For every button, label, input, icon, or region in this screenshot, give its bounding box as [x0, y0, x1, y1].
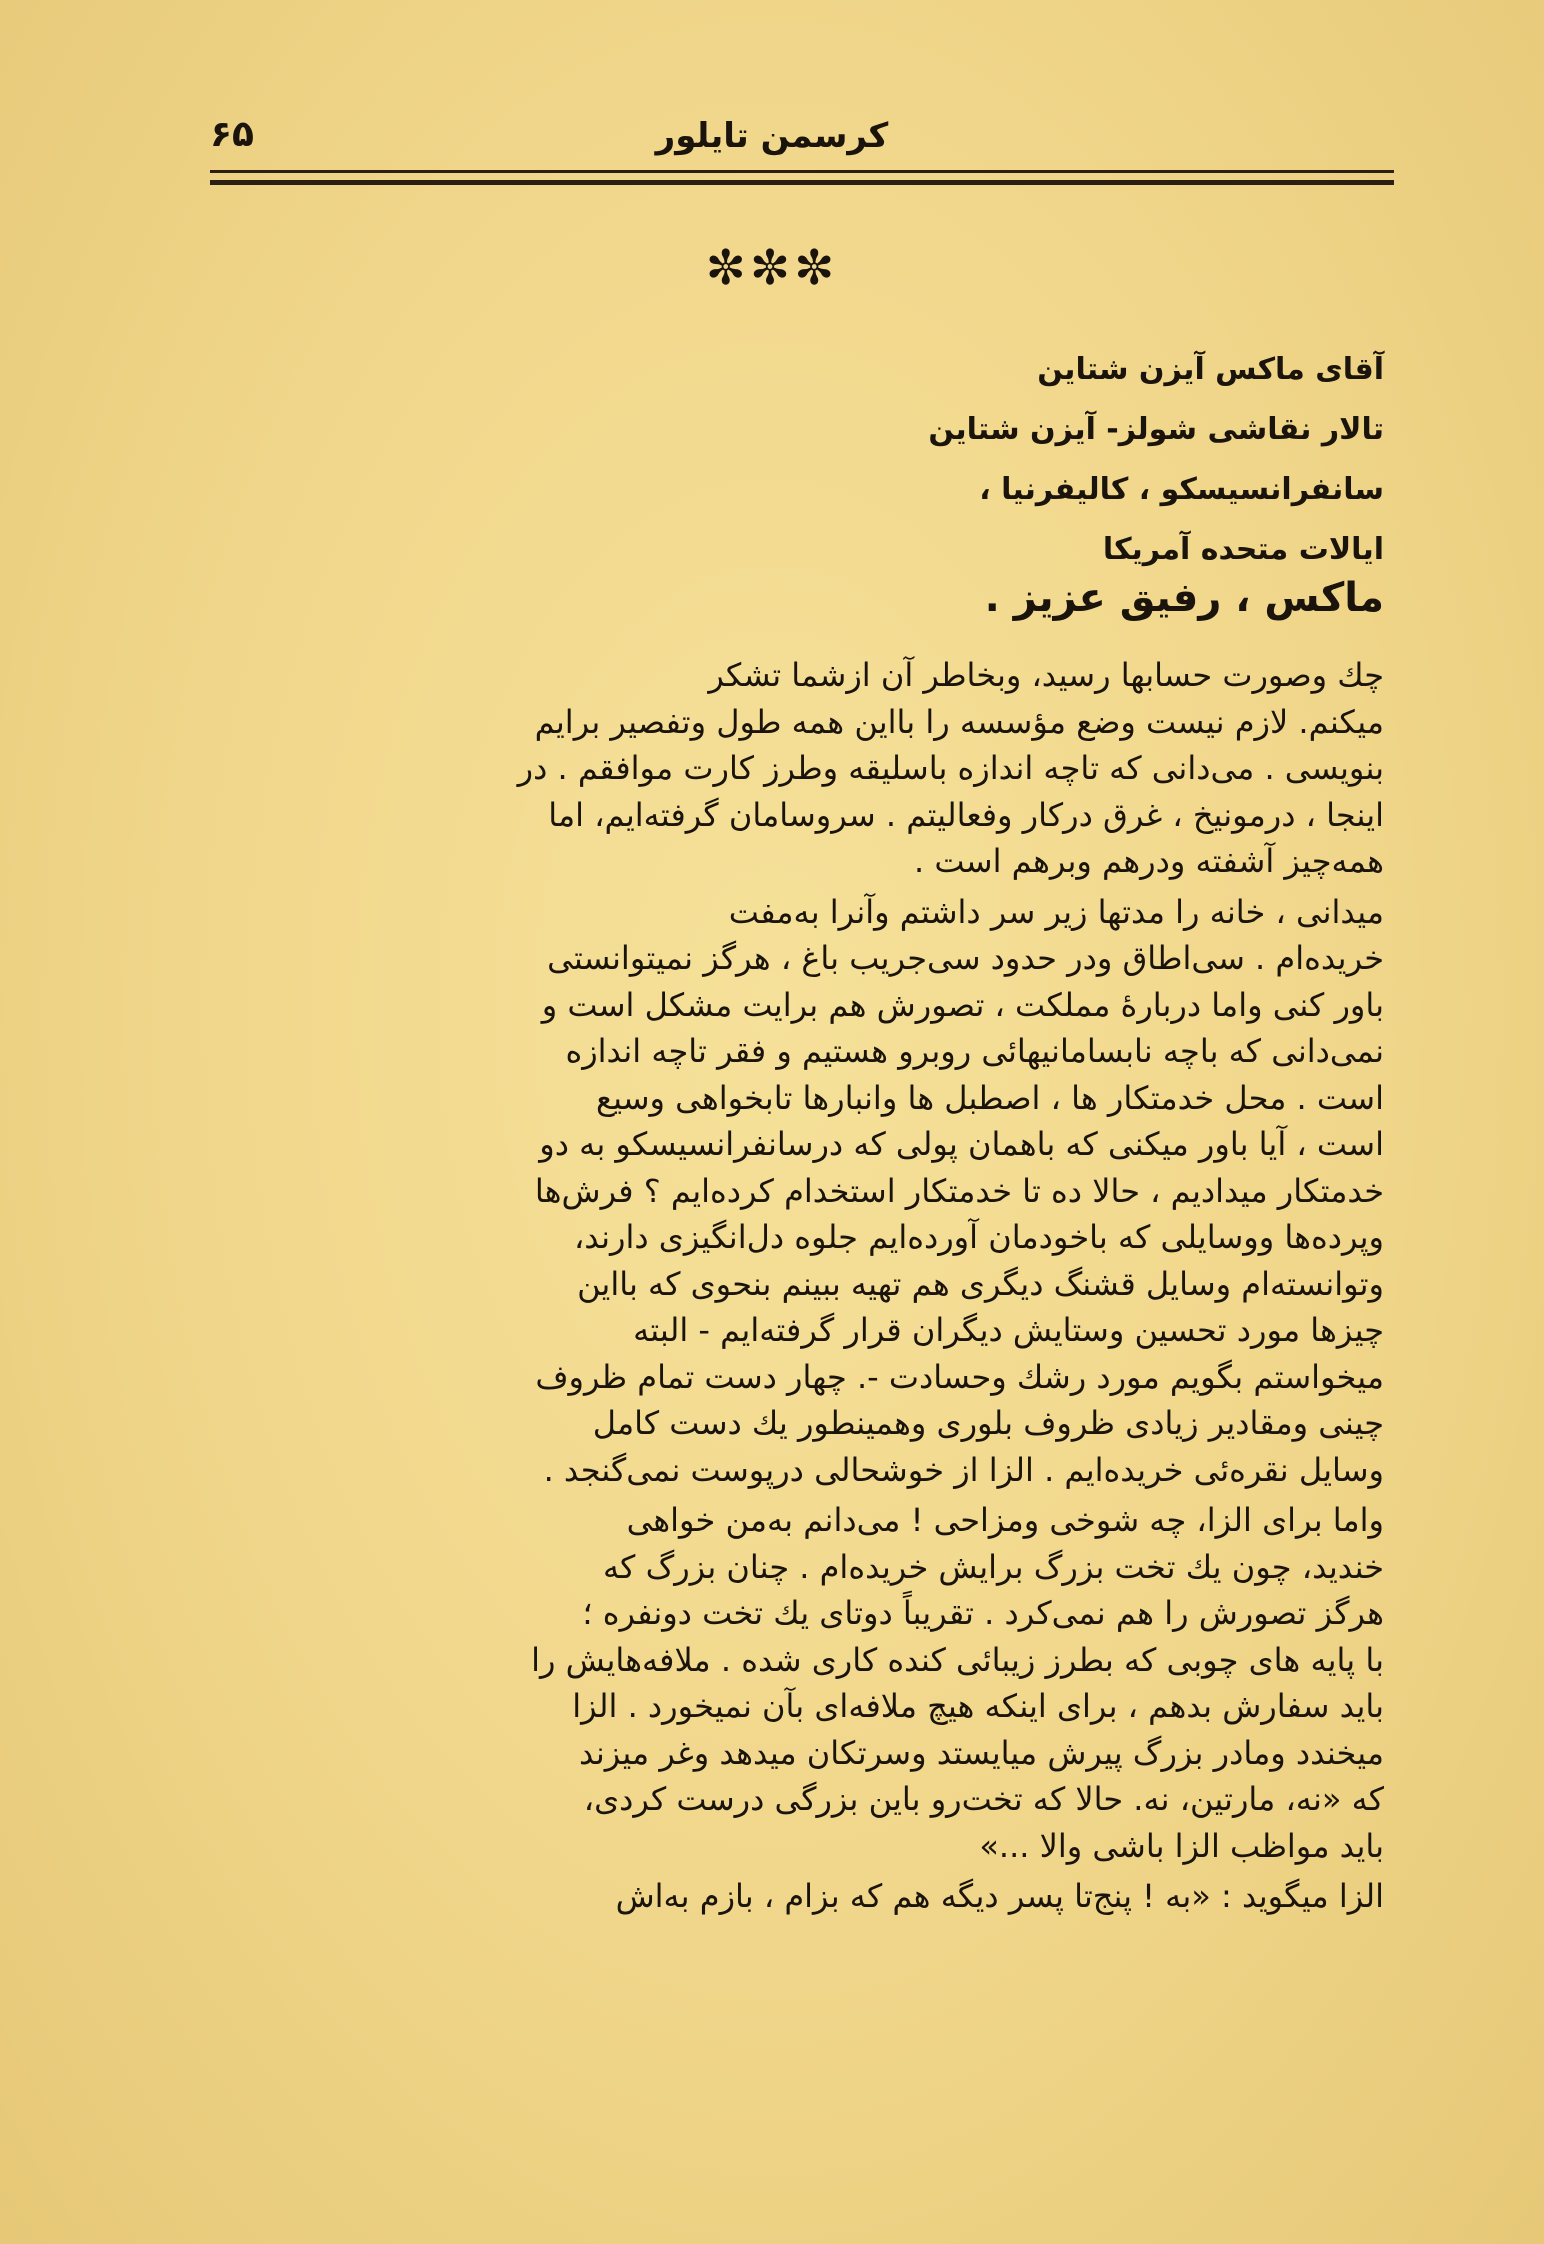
- body-line: چیزها مورد تحسین وستایش دیگران قرار گرفته‌ایم - البته: [633, 1311, 1384, 1349]
- body-line: است ، آیا باور میکنی که باهمان پولی که درسانفرانسیسکو به دو: [539, 1125, 1384, 1163]
- body-line: باید مواظب الزا باشی والا ...»: [979, 1826, 1384, 1865]
- body-line: نمی‌دانی که باچه نابسامانیهائی روبرو هستیم و فقر تاچه اندازه: [565, 1032, 1384, 1070]
- body-line: همه‌چیز آشفته ودرهم وبرهم است .: [914, 842, 1384, 880]
- address-line: تالار نقاشی شولز- آیزن شتاین: [928, 412, 1384, 447]
- body-line: چك وصورت حسابها رسید، وبخاطر آن ازشما تشکر: [708, 656, 1384, 694]
- body-line: بنویسی . می‌دانی که تاچه اندازه باسلیقه وطرز کارت موافقم . در: [517, 749, 1384, 787]
- body-line: الزا میگوید : «به ! پنج‌تا پسر دیگه هم که بزام ، بازم به‌اش: [615, 1877, 1384, 1915]
- section-separator: ✼✼✼: [705, 240, 839, 296]
- letter-salutation: ماکس ، رفیق عزیز .: [984, 575, 1384, 621]
- body-line: وتوانسته‌ام وسایل قشنگ دیگری هم تهیه ببینم بنحوی که بااین: [577, 1264, 1384, 1303]
- header-rule-thin: [210, 170, 1394, 173]
- running-title: کرسمن تایلور: [655, 116, 889, 156]
- body-line: چینی ومقادیر زیادی ظروف بلوری وهمینطور یك دست کامل: [592, 1404, 1384, 1442]
- body-line: که «نه، مارتین، نه. حالا که تخت‌رو باین بزرگی درست کردی،: [583, 1780, 1384, 1818]
- body-line: میخواستم بگویم مورد رشك وحسادت -. چهار دست تمام ظروف: [535, 1357, 1384, 1396]
- address-line: ایالات متحده آمریکا: [1102, 532, 1384, 567]
- letter-address: [384, 340, 1384, 580]
- body-line: خدمتکار میدادیم ، حالا ده تا خدمتکار استخدام کرده‌ایم ؟ فرش‌ها: [534, 1171, 1384, 1210]
- header-rule-thick: [210, 180, 1394, 185]
- address-line: آقای ماکس آیزن شتاین: [1037, 352, 1384, 387]
- body-line: وسایل نقره‌ئی خریده‌ایم . الزا از خوشحالی درپوست نمی‌گنجد .: [543, 1450, 1384, 1489]
- body-line: باور کنی واما دربارهٔ مملکت ، تصورش هم برایت مشکل است و: [541, 985, 1384, 1024]
- letter-body: [174, 652, 1384, 1920]
- running-header: [210, 108, 1334, 168]
- body-line: میکنم. لازم نیست وضع مؤسسه را بااین همه طول وتفصیر برایم: [534, 702, 1384, 741]
- body-line: اینجا ، درمونیخ ، غرق درکار وفعالیتم . سروسامان گرفته‌ایم، اما: [548, 795, 1384, 834]
- body-line: وپرده‌ها ووسایلی که باخودمان آورده‌ایم جلوه دل‌انگیزی دارند،: [573, 1218, 1384, 1256]
- body-line: است . محل خدمتکار ها ، اصطبل ها وانبارها تابخواهی وسیع: [596, 1078, 1384, 1117]
- body-line: میدانی ، خانه را مدتها زیر سر داشتم وآنرا به‌مفت: [728, 892, 1384, 931]
- body-line: خریده‌ام . سی‌اطاق ودر حدود سی‌جریب باغ ، هرگز نمیتوانستی: [547, 939, 1384, 977]
- body-line: خندید، چون یك تخت بزرگ برایش خریده‌ام . چنان بزرگ که: [603, 1547, 1384, 1586]
- body-line: واما برای الزا، چه شوخی ومزاحی ! می‌دانم به‌من خواهی: [626, 1501, 1384, 1539]
- body-line: میخندد ومادر بزرگ پیرش میایستد وسرتکان میدهد وغر میزند: [579, 1733, 1384, 1772]
- body-line: هرگز تصورش را هم نمی‌کرد . تقریباً دوتای یك تخت دونفره ؛: [582, 1594, 1384, 1632]
- body-line: باید سفارش بدهم ، برای اینکه هیچ ملافه‌ای بآن نمیخورد . الزا: [572, 1687, 1384, 1725]
- address-line: سانفرانسیسکو ، کالیفرنیا ،: [979, 472, 1384, 507]
- page-number: ۶۵: [210, 114, 254, 155]
- body-line: با پایه های چوبی که بطرز زیبائی کنده کاری شده . ملافه‌هایش را: [531, 1640, 1384, 1679]
